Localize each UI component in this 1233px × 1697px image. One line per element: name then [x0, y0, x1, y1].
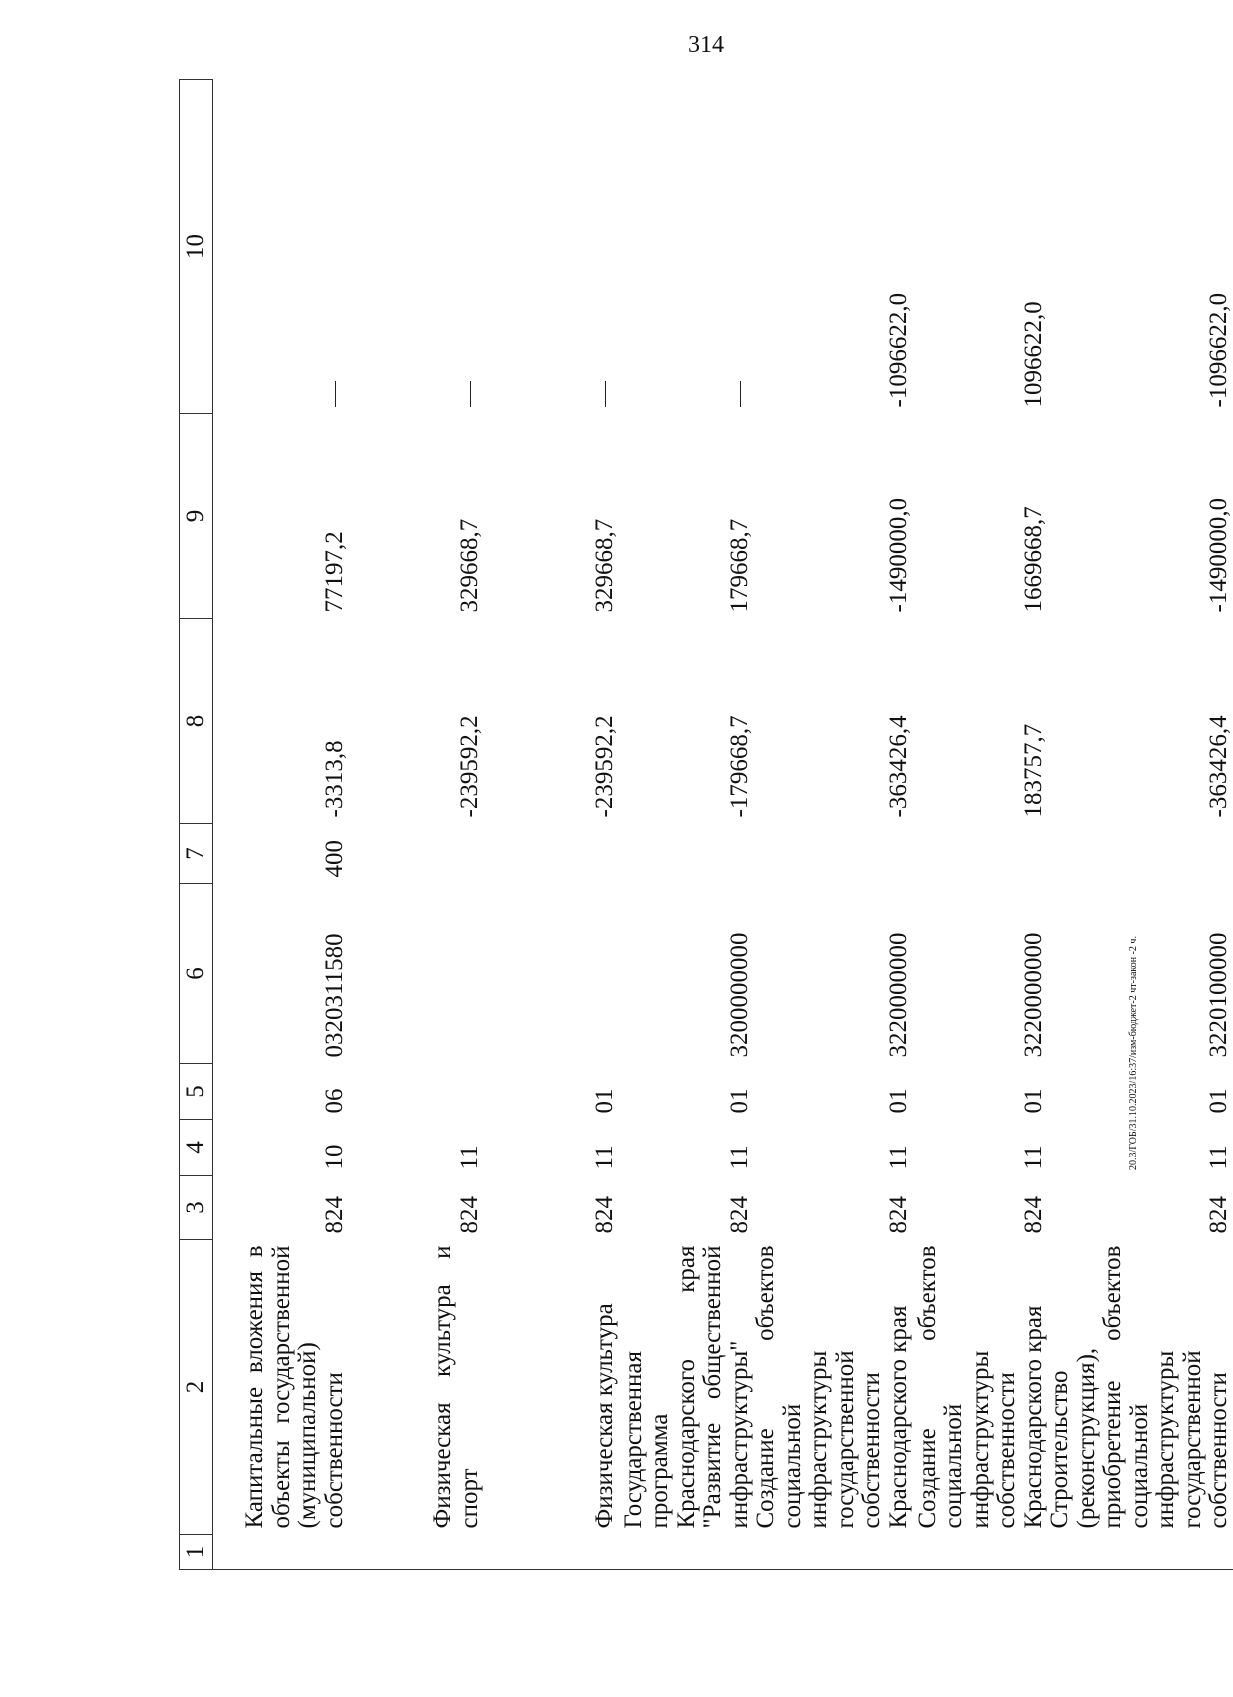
cell-4: 11 — [725, 1145, 753, 1170]
cell-8: -363426,4 — [1205, 715, 1232, 818]
cell-5: 01 — [590, 1088, 618, 1114]
table-row — [483, 80, 618, 1570]
table-row — [348, 80, 483, 1570]
cell-4: 10 — [320, 1144, 348, 1170]
cell-7 — [483, 824, 618, 884]
cell-3: 824 — [1019, 1196, 1047, 1234]
header-cell: 2 — [180, 1240, 213, 1535]
header-cell: 6 — [180, 884, 213, 1064]
cell-5: 01 — [884, 1088, 912, 1114]
cell-6: 3220100000 — [1205, 932, 1232, 1058]
cell-8: -239592,2 — [590, 715, 618, 818]
cell-7 — [1047, 824, 1233, 884]
cell-8: -239592,2 — [455, 715, 483, 818]
cell-8: 183757,7 — [1019, 723, 1047, 818]
dash-mark — [740, 382, 741, 408]
cell-5: 01 — [725, 1088, 753, 1114]
table-row — [618, 80, 753, 1570]
cell-3: 824 — [590, 1196, 618, 1234]
cell-6: 3220000000 — [1019, 932, 1047, 1058]
header-cell: 3 — [180, 1176, 213, 1240]
row-name: Капитальные вложения в объекты государственной (муниципальной) собственности — [241, 1245, 348, 1529]
cell-3: 824 — [1205, 1196, 1232, 1234]
dash-mark — [335, 382, 336, 408]
cell-3: 824 — [725, 1196, 753, 1234]
cell-10 — [348, 80, 483, 414]
cell-6 — [483, 884, 618, 1064]
cell-5: 01 — [1205, 1088, 1232, 1114]
cell-1 — [618, 1535, 753, 1570]
page-number: 314 — [688, 32, 724, 58]
cell-8: -3313,8 — [320, 740, 348, 818]
cell-8: -363426,4 — [884, 715, 912, 818]
cell-9: 179668,7 — [725, 518, 753, 613]
row-name: Строительство (реконструкция), приобретение объектов социальной инфраструктуры государственной собственности — [1046, 1245, 1232, 1529]
cell-1 — [483, 1535, 618, 1570]
cell-9: -1490000,0 — [1205, 497, 1232, 613]
header-cell: 4 — [180, 1120, 213, 1176]
table-header-row — [180, 80, 213, 1570]
table-row — [1047, 80, 1233, 1570]
cell-6 — [348, 884, 483, 1064]
cell-7 — [348, 824, 483, 884]
budget-table — [179, 79, 1233, 1570]
table-row — [912, 80, 1047, 1570]
cell-7 — [753, 824, 912, 884]
cell-8: -179668,7 — [725, 715, 753, 818]
footer-text: 20.3/ГОБ/31.10.2023/16:37/изм-бюджет-2 чт-закон -2 ч. — [1128, 936, 1139, 1170]
cell-5 — [348, 1064, 483, 1120]
table-row — [213, 80, 349, 1570]
cell-5: 06 — [320, 1088, 348, 1114]
cell-7: 400 — [320, 840, 348, 878]
cell-1 — [213, 1535, 349, 1570]
cell-7 — [618, 824, 753, 884]
cell-1 — [753, 1535, 912, 1570]
cell-4: 11 — [1205, 1145, 1232, 1170]
cell-4: 11 — [884, 1145, 912, 1170]
cell-10 — [213, 80, 349, 414]
header-cell: 10 — [180, 80, 213, 414]
table-row — [753, 80, 912, 1570]
row-name: Физическая культура — [590, 1303, 618, 1529]
cell-6: 0320311580 — [320, 933, 348, 1058]
cell-1 — [912, 1535, 1047, 1570]
cell-3: 824 — [884, 1196, 912, 1234]
cell-3: 824 — [320, 1196, 348, 1234]
cell-6: 3200000000 — [725, 932, 753, 1058]
row-name: Физическая культура и спорт — [429, 1245, 483, 1529]
cell-9: 77197,2 — [320, 531, 348, 613]
cell-9: 329668,7 — [455, 518, 483, 613]
cell-4: 11 — [1019, 1145, 1047, 1170]
header-cell: 5 — [180, 1064, 213, 1120]
cell-7 — [912, 824, 1047, 884]
dash-mark — [605, 382, 606, 408]
row-name: Создание объектов социальной инфраструктуры государственной собственности Краснодарского края — [752, 1245, 912, 1529]
cell-1 — [1047, 1535, 1233, 1570]
cell-9: 329668,7 — [590, 518, 618, 613]
header-cell: 1 — [180, 1535, 213, 1570]
dash-mark — [470, 382, 471, 408]
cell-10: -1096622,0 — [1205, 292, 1232, 408]
header-cell: 8 — [180, 619, 213, 824]
cell-10 — [483, 80, 618, 414]
header-cell: 9 — [180, 414, 213, 619]
row-name: Создание объектов социальной инфраструктуры собственности Краснодарского края — [913, 1245, 1047, 1529]
cell-10: 1096622,0 — [1019, 301, 1047, 408]
cell-4: 11 — [590, 1145, 618, 1170]
cell-9: 1669668,7 — [1019, 506, 1047, 613]
cell-10: -1096622,0 — [884, 292, 912, 408]
cell-4: 11 — [455, 1145, 483, 1170]
cell-9: -1490000,0 — [884, 497, 912, 613]
cell-10 — [618, 80, 753, 414]
header-cell: 7 — [180, 824, 213, 884]
cell-3: 824 — [455, 1196, 483, 1234]
table-body — [213, 80, 1233, 1570]
row-name: Государственная программа Краснодарского края "Развитие общественной инфраструктуры" — [619, 1245, 753, 1529]
cell-1 — [348, 1535, 483, 1570]
cell-5: 01 — [1019, 1088, 1047, 1114]
cell-6: 3220000000 — [884, 932, 912, 1058]
